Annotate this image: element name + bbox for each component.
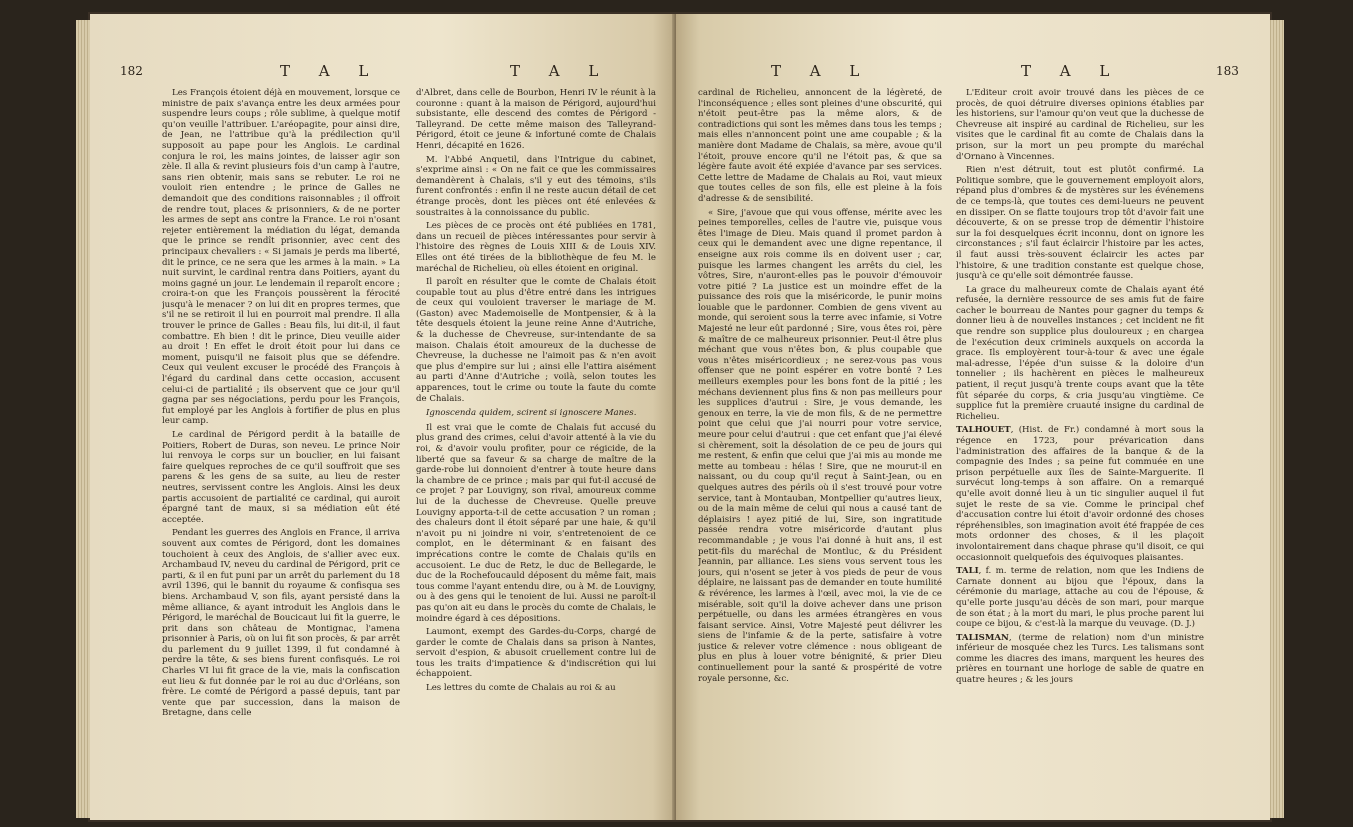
paragraph: Laumont, exempt des Gardes-du-Corps, chargé de garder le comte de Chalais dans sa prison à Nantes, servoit d'espion, & abusoit cruellement contre lui de tous les traits d'impatience & d'indiscrétion qui lui échappoient. (416, 627, 656, 680)
paragraph: d'Albret, dans celle de Bourbon, Henri IV le réunit à la couronne : quant à la maison de Périgord, aujourd'hui subsistante, elle descend des comtes de Périgord - Talleyrand. De cette même maison des Talleyrand-Périgord, étoit ce jeune & infortuné comte de Chalais Henri, décapité en 1626. (416, 88, 656, 151)
text-column-3 (698, 88, 942, 800)
right-page (676, 14, 1270, 820)
paragraph: Les pièces de ce procès ont été publiées en 1781, dans un recueil de pièces intéressantes pour servir à l'histoire des règnes de Louis XIII & de Louis XIV. Elles ont été tirées de la bibliothèque de feu M. le maréchal de Richelieu, où elles étoient en original. (416, 221, 656, 274)
paragraph: La grace du malheureux comte de Chalais ayant été refusée, la dernière ressource de ses amis fut de faire cacher le bourreau de Nantes pour gagner du temps & donner lieu à de nouvelles instances ; cet incident ne fit que rendre son supplice plus douloureux ; en chargea de l'exécution deux criminels auxquels on accorda la grace. Ils employèrent tour-à-tour & avec une égale mal-adresse, l'épée d'un suisse & la doloire d'un tonnelier ; ils hachèrent en pièces le malheureux patient, il reçut jusqu'à trente coups avant que la tête fût séparée du corps, & cria jusqu'au vingtième. Ce supplice fut la première cruauté insigne du cardinal de Richelieu. (956, 284, 1204, 422)
paragraph: L'Editeur croit avoir trouvé dans les pièces de ce procès, de quoi détruire diverses opinions établies par les historiens, sur l'amour qu'on veut que la duchesse de Chevreuse ait inspiré au cardinal de Richelieu, sur les visites que le cardinal fit au comte de Chalais dans la prison, sur la mort un peu prompte du maréchal d'Ornano à Vincennes. (956, 88, 1204, 162)
running-head: T A L (280, 62, 381, 80)
open-book (90, 14, 1270, 820)
page-number: 182 (120, 64, 143, 78)
dictionary-entry-talisman (956, 633, 1204, 686)
left-page-header (90, 62, 676, 84)
page-edges-right (1270, 20, 1284, 818)
text-column-4 (956, 88, 1204, 800)
entry-text: , f. m. terme de relation, nom que les Indiens de Carnate donnent au bijou que l'époux, dans la cérémonie du mariage, attache au cou de l'épouse, & qu'elle porte jusqu'au décès de son mari, pour marque de son état ; à la mort du mari, le plus proche parent lui coupe ce bijou, & c'est-là la marque du veuvage. (D. J.) (956, 566, 1204, 630)
paragraph: Les lettres du comte de Chalais au roi & au (426, 683, 616, 694)
running-head: T A L (771, 62, 872, 80)
running-head: T A L (510, 62, 611, 80)
entry-term: TALISMAN (956, 632, 1009, 643)
left-page (90, 14, 676, 820)
paragraph: Pendant les guerres des Anglois en France, il arriva souvent aux comtes de Périgord, dont les domaines touchoient à ceux des Anglois, de s'allier avec eux. Archambaud IV, neveu du cardinal de Périgord, prit ce parti, & il en fut puni par un arrêt du parlement du 18 avril 1396, qui le bannit du royaume & confisqua ses biens. Archambaud V, son fils, ayant persisté dans la même alliance, & ayant introduit les Anglois dans le Périgord, le maréchal de Boucicaut lui fit la guerre, le prit dans son château de Montignac, l'amena prisonnier à Paris, où on lui fit son procès, & par arrêt du parlement du 9 juillet 1399, il fut condamné à perdre la tête, & ses biens furent confisqués. Le roi Charles VI lui fit grace de la vie, mais la confiscation eut lieu & fut donnée par le roi au duc d'Orléans, son frère. Le comté de Périgord a passé depuis, tant par vente que par succession, dans la maison de Bretagne, dans celle (162, 528, 400, 719)
text-column-1 (162, 88, 400, 800)
paragraph: Il paroît en résulter que le comte de Chalais étoit coupable tout au plus d'être entré dans les intrigues de ceux qui vouloient traverser le mariage de M. (Gaston) avec Mademoiselle de Montpensier, & à la tête desquels étoient la jeune reine Anne d'Autriche, & la duchesse de Chevreuse, sur-intendante de sa maison. Chalais étoit amoureux de la duchesse de Chevreuse, la duchesse ne l'aimoit pas & n'en avoit que plus d'empire sur lui ; ainsi elle l'attira aisément au parti d'Anne d'Autriche ; voilà, selon toutes les apparences, tout le crime ou toute la faute du comte de Chalais. (416, 277, 656, 404)
entry-term: TALHOUET (956, 425, 1011, 436)
entry-term: TALI (956, 566, 979, 577)
paragraph: cardinal de Richelieu, annoncent de la légèreté, de l'inconséquence ; elles sont pleines d'une obscurité, qui n'étoit peut-être pas la même alors, & de contradictions qui sont les mêmes dans tous les temps ; mais elles n'annoncent point une ame coupable ; & la manière dont Madame de Chalais, sa mère, avoue qu'il l'étoit, prouve encore qu'il ne l'étoit pas, & que sa légère faute avoit été expiée d'avance par ses services. Cette lettre de Madame de Chalais au Roi, vaut mieux que toutes celles de son fils, elle est pleine à la fois d'adresse & de sensibilité. (698, 88, 942, 204)
latin-quote: Ignoscenda quidem, scirent si ignoscere Manes. (426, 408, 637, 419)
entry-text: , (terme de relation) nom d'un ministre inférieur de mosquée chez les Turcs. Les talismans sont comme les diacres des imans, marquent les heures des prières en tournant une horloge de sable de quatre en quatre heures ; & les jours (956, 632, 1204, 686)
entry-text: , (Hist. de Fr.) condamné à mort sous la régence en 1723, pour prévarication dans l'administration des affaires de la banque & de la compagnie des Indes ; sa peine fut commuée en une prison perpétuelle aux îles de Sainte-Marguerite. Il survécut long-temps à son affaire. On a remarqué qu'elle avoit donné lieu à un tic singulier auquel il fut sujet le reste de sa vie. Comme le principal chef d'accusation contre lui étoit d'avoir ordonné des choses répréhensibles, son imagination avoit été frappée de ces mots ordonner des choses, & il les plaçoit involontairement dans chaque phrase qu'il disoit, ce qui occasionnoit quelquefois des équivoques plaisantes. (956, 425, 1204, 563)
dictionary-entry-talhouet (956, 425, 1204, 563)
page-number: 183 (1216, 64, 1239, 78)
running-head: T A L (1021, 62, 1122, 80)
paragraph: Il est vrai que le comte de Chalais fut accusé du plus grand des crimes, celui d'avoir attenté à la vie du roi, & d'avoir voulu profiter, pour ce régicide, de la liberté que sa faveur & sa charge de maître de la garde-robe lui donnoient d'entrer à toute heure dans la chambre de ce prince ; mais par qui fut-il accusé de ce projet ? par Louvigny, son rival, amoureux comme lui de la duchesse de Chevreuse. Quelle preuve Louvigny apporta-t-il de cette accusation ? un roman ; des chaleurs dont il étoit séparé par une haie, & qu'il n'avoit pu ni joindre ni voir, s'entretenoient de ce complot, en le déterminant & en faisant des imprécations contre le comte de Chalais qu'ils en accusoient. Le duc de Retz, le duc de Bellegarde, le duc de la Rochefoucauld déposent du même fait, mais tous comme l'ayant entendu dire, ou à M. de Louvigny, ou à des gens qui le tenoient de lui. Aussi ne paroît-il pas qu'on ait eu dans le procès du comte de Chalais, le moindre égard à ces dépositions. (416, 422, 656, 624)
paragraph: M. l'Abbé Anquetil, dans l'Intrigue du cabinet, s'exprime ainsi : « On ne fait ce que les commissaires demandèrent à Chalais, s'il y eut des témoins, s'ils furent confrontés : enfin il ne reste aucun détail de cet étrange procès, dont les pièces ont été enlevées & soustraites à la connoissance du public. (416, 154, 656, 218)
paragraph: Rien n'est détruit, tout est plutôt confirmé. La Politique sombre, que le gouvernement employoit alors, répand plus d'ombres & de mystères sur les événemens de ce temps-là, que toutes ces demi-lueurs ne peuvent en dissiper. On se flatte toujours trop tôt d'avoir fait une découverte, & on se presse trop de démentir l'histoire sur la foi desquelques écrit inconnu, dont on ignore les circonstances ; s'il faut éclaircir l'histoire par les actes, il faut aussi très-souvent éclaircir les actes par l'histoire, & une tradition constante est quelque chose, jusqu'à ce qu'elle soit démontrée fausse. (956, 165, 1204, 282)
paragraph: Le cardinal de Périgord perdit à la bataille de Poitiers, Robert de Duras, son neveu. Le prince Noir lui renvoya le corps sur un bouclier, en lui faisant faire quelques reproches de ce qu'il souffroit que ses parens & les gens de sa suite, au lieu de rester neutres, servissent contre les Anglois. Ainsi les deux partis accusoient de partialité ce cardinal, qui auroit épargné tant de maux, si sa médiation eût été acceptée. (162, 430, 400, 525)
letter-quote: « Sire, j'avoue que qui vous offense, mérite avec les peines temporelles, celles de l'autre vie, puisque vous êtes l'image de Dieu. Mais quand il promet pardon à ceux qui le demandent avec une digne repentance, il enseigne aux rois comme ils en doivent user ; car, puisque les larmes changent les arrêts du ciel, les vôtres, Sire, n'auront-elles pas le pouvoir d'émouvoir votre pitié ? La justice est un moindre effet de la puissance des rois que la miséricorde, le punir moins louable que le pardonner. Combien de gens vivent au monde, qui seroient sous la terre avec infamie, si Votre Majesté ne leur eût pardonné ; Sire, vous êtes roi, père & maître de ce malheureux prisonnier. Peut-il être plus méchant que vous n'êtes bon, & plus coupable que vous n'êtes miséricordieux ; ne serez-vous pas vous offenser que ne point espérer en votre bonté ? Les meilleurs exemples pour les bons font de la pitié ; les méchans deviennent plus fins & non pas meilleurs pour les supplices d'autrui : Sire, je vous demande, les genoux en terre, la vie de mon fils, & de ne permettre point que celui que j'ai nourri pour votre service, meure pour celui d'autrui : que cet enfant que j'ai élevé si chèrement, soit la désolation de ce peu de jours qui me restent, & enfin que celui que j'ai mis au monde me mette au tombeau : hélas ! Sire, que ne mourut-il en naissant, ou du coup qu'il reçut à Saint-Jean, ou en quelques autres des périls où il s'est trouvé pour votre service, tant à Montauban, Montpellier qu'autres lieux, ou de la main même de celui qui nous a causé tant de déplaisirs ! ayez pitié de lui, Sire, son ingratitude passée rendra votre miséricorde d'autant plus recommandable ; je vous l'ai donné à huit ans, il est petit-fils du maréchal de Montluc, & du Président Jeannin, par alliance. Les siens vous servent tous les jours, qui n'osent se jeter à vos pieds de peur de vous déplaire, ne laissant pas de demander en toute humilité & révérence, les larmes à l'œil, avec moi, la vie de ce misérable, soit qu'il la doive achever dans une prison perpétuelle, ou dans les armées étrangères en vous faisant service. Ainsi, Votre Majesté peut délivrer les siens de l'infamie & de la perte, satisfaire à votre justice & relever votre clémence : nous obligeant de plus en plus à louer votre bénignité, & prier Dieu continuellement pour la santé & prospérité de votre royale personne, &c. (698, 207, 942, 684)
dictionary-entry-tali (956, 566, 1204, 630)
right-page-header (676, 62, 1270, 84)
text-column-2 (416, 88, 656, 800)
paragraph: Les François étoient déjà en mouvement, lorsque ce ministre de paix s'avança entre les deux armées pour suspendre leurs coups ; rôle sublime, à quelque motif qu'on veuille l'attribuer. L'aréopagite, pour ainsi dire, de Jean, ne l'attribue qu'à la prédilection qu'il supposoit au pape pour les Anglois. Le cardinal conjura le roi, les mains jointes, de laisser agir son zèle. Il alla & revint plusieurs fois d'un camp à l'autre, sans rien obtenir, mais sans se rebuter. Le roi ne vouloit rien entendre ; le prince de Galles ne demandoit que des conditions raisonnables ; il offroit de rendre tout, places & prisonniers, & de ne porter les armes de sept ans contre la France. Le roi n'osant rejeter entièrement la médiation du légat, demanda que le prince se rendît prisonnier, avec cent des principaux chevaliers : « Si jamais je perds ma liberté, dit le prince, ce ne sera que les armes à la main. » La nuit survint, le cardinal rentra dans Poitiers, ayant du moins gagné un jour. Le lendemain il reparoît encore ; croira-t-on que les François poussèrent la férocité jusqu'à le menacer ? on lui dit en propres termes, que s'il ne se retiroit il lui en pourroit mal prendre. Il alla trouver le prince de Galles : Beau fils, lui dit-il, il faut combattre. Eh bien ! dit le prince, Dieu veuille aider au droit ! En effet le droit étoit pour lui dans ce moment, puisqu'il ne faisoit plus que se défendre. Ceux qui veulent excuser le procédé des François à l'égard du cardinal dans cette occasion, accusent celui-ci de partialité ; ils observent que ce jour qu'il gagna par ses négociations, perdu pour les François, fut employé par les Anglois à fortifier de plus en plus leur camp. (162, 88, 400, 427)
page-edges-left (76, 20, 90, 818)
